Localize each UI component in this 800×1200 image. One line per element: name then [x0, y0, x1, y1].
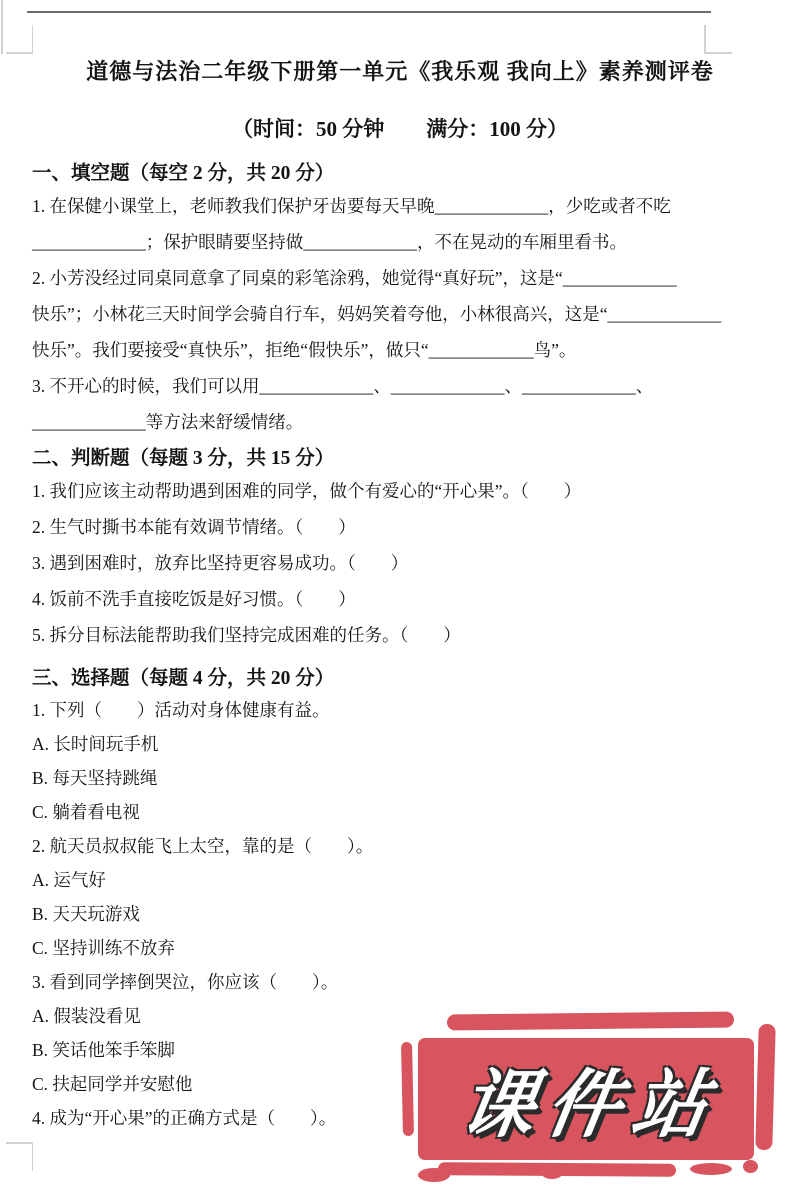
doc-body	[32, 160, 744, 1135]
text-boundary-mark-top-right	[704, 52, 732, 54]
question-line: 2. 小芳没经过同桌同意拿了同桌的彩笔涂鸦，她觉得“真好玩”，这是“_____________	[32, 268, 677, 288]
option-line: A. 运气好	[32, 870, 106, 890]
text-boundary-mark-top-right	[704, 25, 706, 53]
question-line: 快乐”。我们要接受“真快乐”，拒绝“假快乐”，做只“____________鸟”。	[32, 340, 577, 360]
text-boundary-mark-top-left	[32, 25, 34, 53]
question-line: 3. 不开心的时候，我们可以用_____________、_____________、_____________、	[32, 376, 654, 396]
question-line: 4. 成为“开心果”的正确方式是（ ）。	[32, 1108, 337, 1128]
question-line: _____________；保护眼睛要坚持做_____________，不在晃动的车厢里看书。	[32, 232, 627, 252]
doc-subtitle: （时间：50 分钟 满分：100 分）	[232, 117, 568, 141]
stamp-ink-splatter	[743, 1160, 758, 1173]
option-line: B. 天天玩游戏	[32, 904, 140, 924]
stamp-border-stroke	[447, 1011, 734, 1030]
text-boundary-mark-top-left	[6, 52, 33, 54]
option-line: C. 扶起同学并安慰他	[32, 1074, 193, 1094]
question-line: 3. 看到同学摔倒哭泣，你应该（ ）。	[32, 972, 339, 992]
watermark-text: 课件站	[454, 1063, 726, 1146]
question-line: 2. 航天员叔叔能飞上太空，靠的是（ ）。	[32, 836, 374, 856]
question-line: 5. 拆分目标法能帮助我们坚持完成困难的任务。（ ）	[32, 625, 461, 645]
option-line: A. 假装没看见	[32, 1006, 141, 1026]
stamp-ink-splatter	[418, 1168, 450, 1182]
option-line: C. 坚持训练不放弃	[32, 938, 175, 958]
text-boundary-mark-bottom-left	[6, 1142, 33, 1144]
option-line: B. 笑话他笨手笨脚	[32, 1040, 175, 1060]
text-boundary-mark-bottom-left	[32, 1142, 34, 1171]
question-line: 1. 在保健小课堂上，老师教我们保护牙齿要每天早晚_____________，少吃或者不吃	[32, 196, 671, 216]
question-line: 1. 下列（ ）活动对身体健康有益。	[32, 700, 330, 720]
question-line: 快乐”；小林花三天时间学会骑自行车，妈妈笑着夸他，小林很高兴，这是“_____________	[32, 304, 722, 324]
page-top-edge-line	[27, 11, 711, 13]
question-line: 3. 遇到困难时，放弃比坚持更容易成功。（ ）	[32, 553, 409, 573]
question-line: 4. 饭前不洗手直接吃饭是好习惯。（ ）	[32, 589, 356, 609]
section-heading-true-false: 二、判断题（每题 3 分，共 15 分）	[32, 448, 335, 469]
option-line: C. 躺着看电视	[32, 802, 140, 822]
option-line: B. 每天坚持跳绳	[32, 768, 158, 788]
page-left-edge-line	[1, 0, 3, 54]
doc-title: 道德与法治二年级下册第一单元《我乐观 我向上》素养测评卷	[86, 59, 714, 84]
option-line: A. 长时间玩手机	[32, 734, 159, 754]
section-heading-multiple-choice: 三、选择题（每题 4 分，共 20 分）	[32, 668, 335, 689]
stamp-ink-splatter	[542, 1169, 562, 1179]
stamp-border-stroke	[401, 1042, 414, 1136]
question-line: _____________等方法来舒缓情绪。	[32, 412, 304, 432]
section-heading-fill-blanks: 一、填空题（每空 2 分，共 20 分）	[32, 163, 335, 184]
watermark-stamp	[402, 1012, 782, 1184]
question-line: 1. 我们应该主动帮助遇到困难的同学，做个有爱心的“开心果”。（ ）	[32, 481, 582, 501]
stamp-ink-splatter	[690, 1163, 732, 1175]
question-line: 2. 生气时撕书本能有效调节情绪。（ ）	[32, 517, 356, 537]
